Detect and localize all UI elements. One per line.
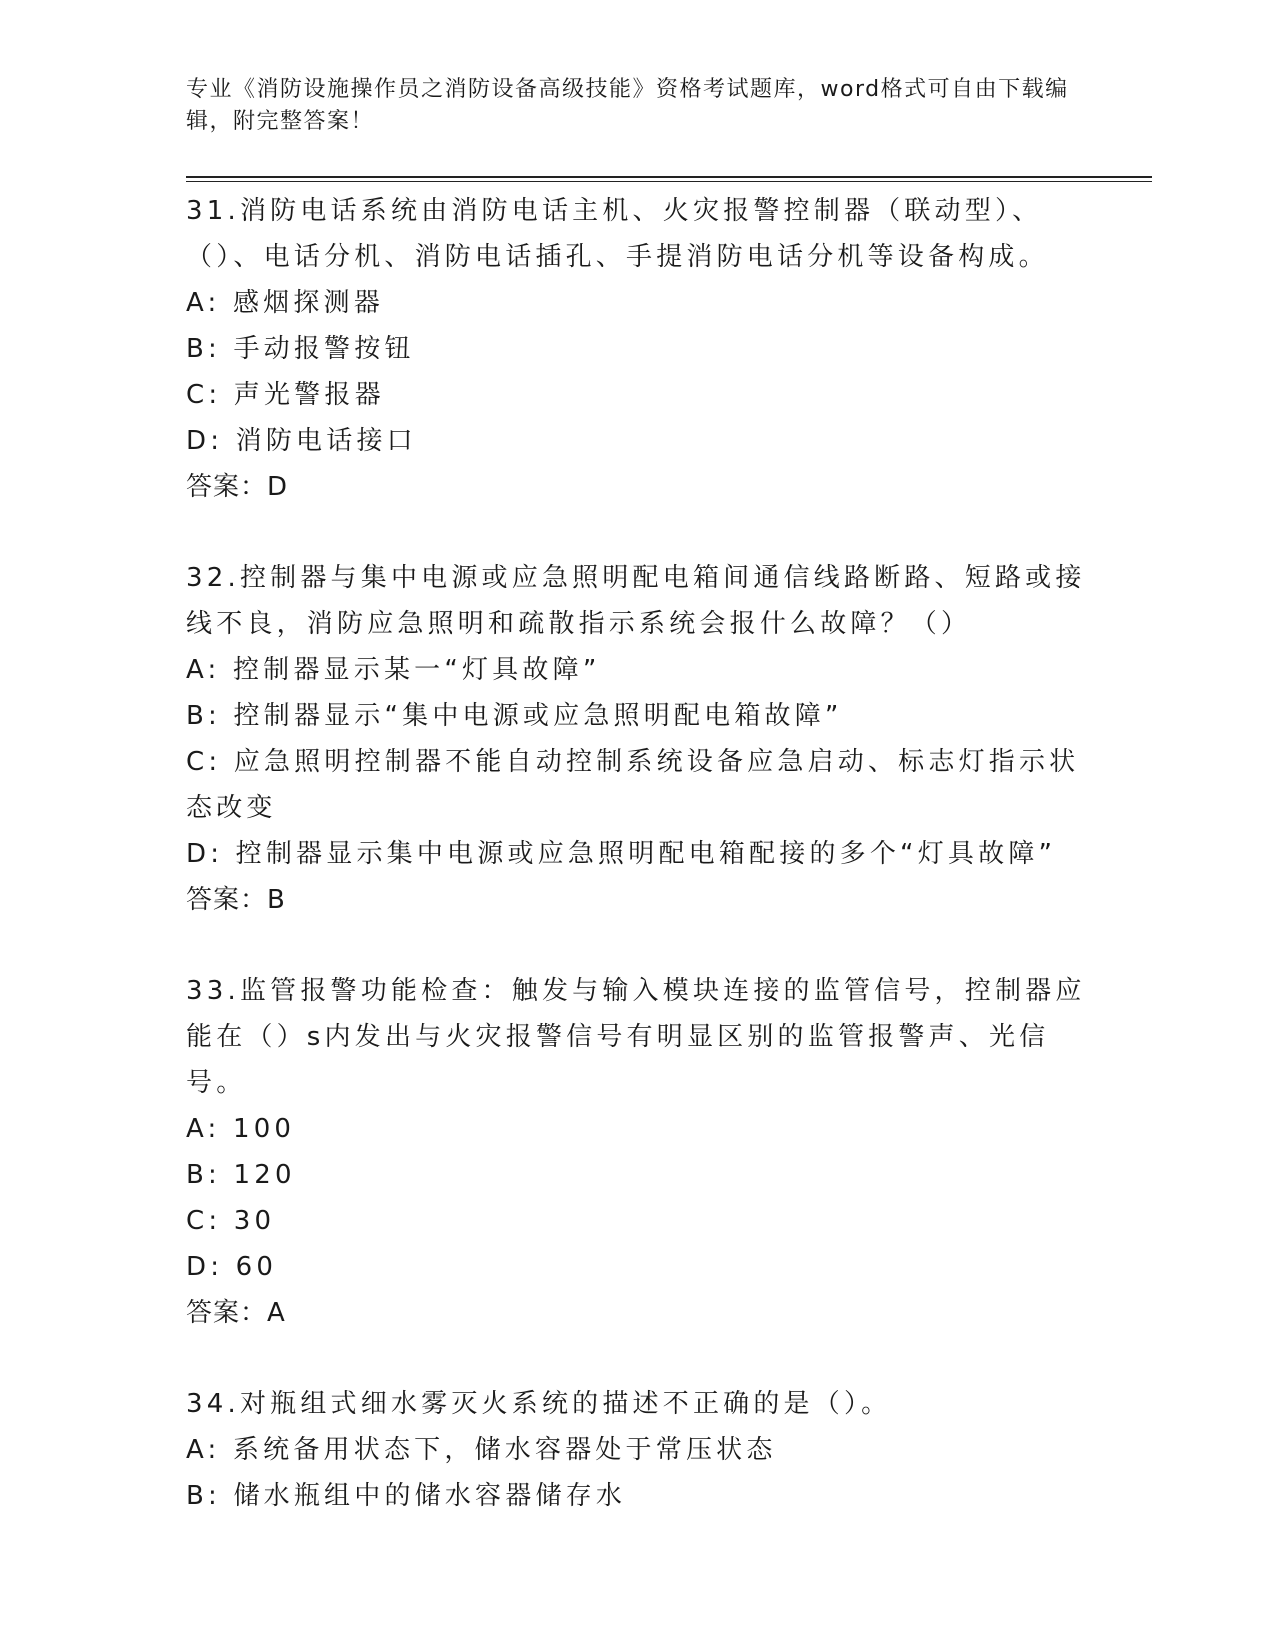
question-stem: 33.监管报警功能检查：触发与输入模块连接的监管信号，控制器应能在（）s内发出与火灾报警信号有明显区别的监管报警声、光信号。 xyxy=(186,976,1086,1098)
question-31 xyxy=(186,188,1086,510)
answer-line: 答案：A xyxy=(186,1298,286,1328)
question-34 xyxy=(186,1381,1086,1519)
option-d: D: 60 xyxy=(186,1252,278,1282)
question-list xyxy=(186,188,1086,1564)
header-divider-thin xyxy=(186,181,1152,182)
option-b: B: 控制器显示“集中电源或应急照明配电箱故障” xyxy=(186,701,843,731)
option-b: B: 手动报警按钮 xyxy=(186,334,415,364)
question-32 xyxy=(186,555,1086,923)
answer-line: 答案：D xyxy=(186,472,289,502)
option-a: A: 系统备用状态下，储水容器处于常压状态 xyxy=(186,1435,777,1465)
option-b: B: 储水瓶组中的储水容器储存水 xyxy=(186,1481,627,1511)
header-divider-thick xyxy=(186,176,1152,178)
answer-line: 答案：B xyxy=(186,885,286,915)
option-a: A: 控制器显示某一“灯具故障” xyxy=(186,655,601,685)
question-stem: 31.消防电话系统由消防电话主机、火灾报警控制器（联动型）、（）、电话分机、消防电话插孔、手提消防电话分机等设备构成。 xyxy=(186,196,1049,272)
option-c: C: 应急照明控制器不能自动控制系统设备应急启动、标志灯指示状态改变 xyxy=(186,747,1080,823)
option-c: C: 声光警报器 xyxy=(186,380,385,410)
question-stem: 32.控制器与集中电源或应急照明配电箱间通信线路断路、短路或接线不良，消防应急照明和疏散指示系统会报什么故障？（） xyxy=(186,563,1086,639)
question-stem: 34.对瓶组式细水雾灭火系统的描述不正确的是（）。 xyxy=(186,1389,892,1419)
option-c: C: 30 xyxy=(186,1206,276,1236)
document-header: 专业《消防设施操作员之消防设备高级技能》资格考试题库，word格式可自由下载编辑，附完整答案！ xyxy=(186,77,1069,134)
option-a: A: 100 xyxy=(186,1114,296,1144)
option-d: D: 控制器显示集中电源或应急照明配电箱配接的多个“灯具故障” xyxy=(186,839,1057,869)
option-a: A: 感烟探测器 xyxy=(186,288,384,318)
option-d: D: 消防电话接口 xyxy=(186,426,417,456)
question-33 xyxy=(186,968,1086,1336)
option-b: B: 120 xyxy=(186,1160,296,1190)
